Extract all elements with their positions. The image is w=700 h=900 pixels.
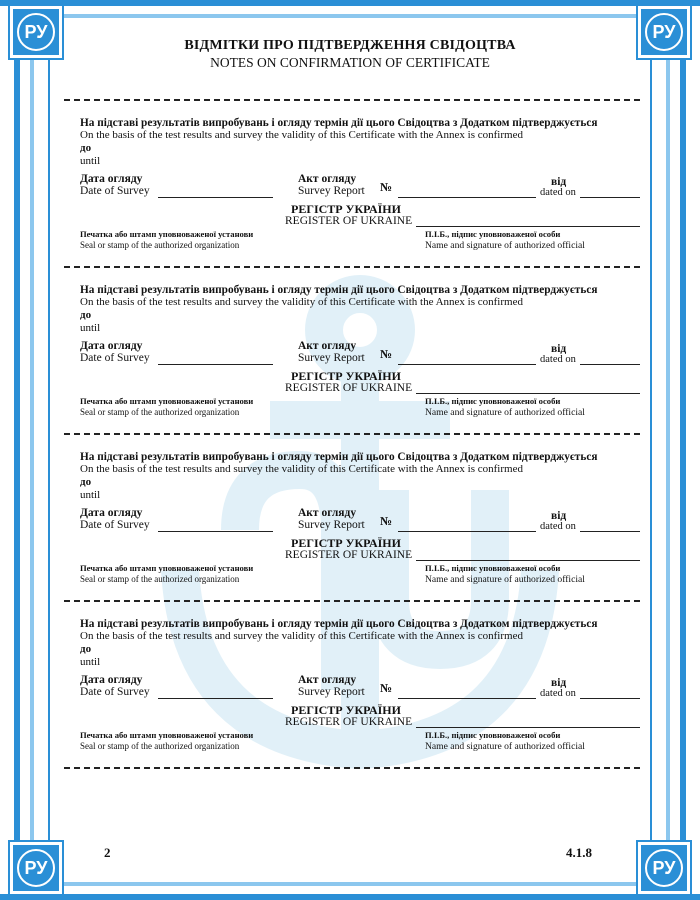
- register-name-ua: РЕГІСТР УКРАЇНИ: [291, 703, 401, 717]
- survey-date-field[interactable]: [158, 197, 273, 198]
- survey-date-label-ua: Дата огляду: [80, 674, 143, 686]
- seal-label-en: Seal or stamp of the authorized organization: [80, 407, 240, 417]
- number-sign: №: [380, 347, 393, 361]
- page-number: 2: [104, 845, 111, 860]
- page-subtitle: NOTES ON CONFIRMATION OF CERTIFICATE: [210, 55, 490, 70]
- seal-label-ua: Печатка або штамп уповноваженої установи: [80, 229, 254, 239]
- register-logo-icon: РУ: [638, 6, 690, 58]
- report-date-field[interactable]: [580, 531, 640, 532]
- frame-bottom-inner: [44, 882, 656, 886]
- report-date-field[interactable]: [580, 197, 640, 198]
- report-number-field[interactable]: [398, 531, 536, 532]
- register-logo-icon: РУ: [10, 6, 62, 58]
- frame-top-inner: [44, 14, 656, 18]
- signature-field[interactable]: [416, 226, 640, 227]
- register-name-en: REGISTER OF UKRAINE: [285, 215, 413, 227]
- divider: [64, 433, 640, 435]
- signature-label-ua: П.І.Б., підпис уповноваженої особи: [425, 396, 561, 406]
- number-sign: №: [380, 514, 393, 528]
- until-label-en: until: [80, 656, 101, 668]
- survey-report-label-ua: Акт огляду: [298, 173, 357, 185]
- seal-label-en: Seal or stamp of the authorized organization: [80, 574, 240, 584]
- register-name-en: REGISTER OF UKRAINE: [285, 549, 413, 561]
- frame-bottom-outer: [0, 894, 700, 900]
- divider: [64, 99, 640, 101]
- signature-label-en: Name and signature of authorized official: [425, 407, 585, 418]
- dated-label-ua: від: [551, 677, 567, 689]
- register-logo-icon: РУ: [638, 842, 690, 894]
- survey-date-label-en: Date of Survey: [80, 519, 150, 531]
- report-number-field[interactable]: [398, 698, 536, 699]
- basis-text-en: On the basis of the test results and survey the validity of this Certificate with the Annex is confirmed: [80, 296, 523, 308]
- report-date-field[interactable]: [580, 364, 640, 365]
- basis-text-en: On the basis of the test results and survey the validity of this Certificate with the Annex is confirmed: [80, 129, 523, 141]
- number-sign: №: [380, 681, 393, 695]
- report-date-field[interactable]: [580, 698, 640, 699]
- basis-text-en: On the basis of the test results and survey the validity of this Certificate with the Annex is confirmed: [80, 630, 523, 642]
- signature-field[interactable]: [416, 727, 640, 728]
- dated-label-en: dated on: [540, 521, 576, 532]
- frame-right-line: [650, 44, 652, 856]
- basis-text-ua: На підставі результатів випробувань і огляду термін дії цього Свідоцтва з Додатком підтверджується: [80, 117, 598, 129]
- seal-label-ua: Печатка або штамп уповноваженої установи: [80, 396, 254, 406]
- confirmation-block: [80, 618, 640, 758]
- signature-label-en: Name and signature of authorized official: [425, 240, 585, 251]
- survey-report-label-en: Survey Report: [298, 352, 365, 364]
- report-number-field[interactable]: [398, 197, 536, 198]
- register-name-en: REGISTER OF UKRAINE: [285, 716, 413, 728]
- dated-label-ua: від: [551, 176, 567, 188]
- seal-label-ua: Печатка або штамп уповноваженої установи: [80, 730, 254, 740]
- frame-left-inner: [30, 44, 34, 856]
- survey-report-label-en: Survey Report: [298, 519, 365, 531]
- frame-right-outer: [680, 0, 686, 900]
- divider: [64, 600, 640, 602]
- frame-left-line: [48, 44, 50, 856]
- signature-field[interactable]: [416, 560, 640, 561]
- survey-date-field[interactable]: [158, 364, 273, 365]
- report-number-field[interactable]: [398, 364, 536, 365]
- confirmation-block: [80, 451, 640, 591]
- number-sign: №: [380, 180, 393, 194]
- frame-right-inner: [666, 44, 670, 856]
- until-label-ua: до: [80, 476, 92, 488]
- signature-field[interactable]: [416, 393, 640, 394]
- until-label-en: until: [80, 322, 101, 334]
- signature-label-en: Name and signature of authorized official: [425, 574, 585, 585]
- until-label-en: until: [80, 489, 101, 501]
- survey-report-label-ua: Акт огляду: [298, 674, 357, 686]
- survey-report-label-en: Survey Report: [298, 185, 365, 197]
- dated-label-ua: від: [551, 343, 567, 355]
- until-label-ua: до: [80, 309, 92, 321]
- register-name-en: REGISTER OF UKRAINE: [285, 382, 413, 394]
- register-name-ua: РЕГІСТР УКРАЇНИ: [291, 369, 401, 383]
- confirmation-block: [80, 284, 640, 424]
- survey-date-label-ua: Дата огляду: [80, 507, 143, 519]
- register-name-ua: РЕГІСТР УКРАЇНИ: [291, 536, 401, 550]
- survey-date-label-ua: Дата огляду: [80, 173, 143, 185]
- dated-label-en: dated on: [540, 354, 576, 365]
- seal-label-ua: Печатка або штамп уповноваженої установи: [80, 563, 254, 573]
- form-code: 4.1.8: [566, 845, 592, 860]
- register-logo-icon: РУ: [10, 842, 62, 894]
- basis-text-ua: На підставі результатів випробувань і огляду термін дії цього Свідоцтва з Додатком підтверджується: [80, 618, 598, 630]
- until-label-en: until: [80, 155, 101, 167]
- signature-label-en: Name and signature of authorized official: [425, 741, 585, 752]
- signature-label-ua: П.І.Б., підпис уповноваженої особи: [425, 730, 561, 740]
- divider: [64, 266, 640, 268]
- seal-label-en: Seal or stamp of the authorized organization: [80, 741, 240, 751]
- survey-date-label-ua: Дата огляду: [80, 340, 143, 352]
- until-label-ua: до: [80, 643, 92, 655]
- survey-report-label-ua: Акт огляду: [298, 340, 357, 352]
- basis-text-en: On the basis of the test results and survey the validity of this Certificate with the Annex is confirmed: [80, 463, 523, 475]
- survey-date-field[interactable]: [158, 531, 273, 532]
- seal-label-en: Seal or stamp of the authorized organization: [80, 240, 240, 250]
- page-title: ВІДМІТКИ ПРО ПІДТВЕРДЖЕННЯ СВІДОЦТВА: [184, 38, 516, 53]
- dated-label-en: dated on: [540, 187, 576, 198]
- survey-date-label-en: Date of Survey: [80, 185, 150, 197]
- signature-label-ua: П.І.Б., підпис уповноваженої особи: [425, 229, 561, 239]
- survey-date-label-en: Date of Survey: [80, 686, 150, 698]
- frame-left-outer: [14, 0, 20, 900]
- frame-top-outer: [0, 0, 700, 6]
- survey-report-label-ua: Акт огляду: [298, 507, 357, 519]
- confirmation-block: [80, 117, 640, 257]
- signature-label-ua: П.І.Б., підпис уповноваженої особи: [425, 563, 561, 573]
- basis-text-ua: На підставі результатів випробувань і огляду термін дії цього Свідоцтва з Додатком підтверджується: [80, 284, 598, 296]
- survey-report-label-en: Survey Report: [298, 686, 365, 698]
- register-name-ua: РЕГІСТР УКРАЇНИ: [291, 202, 401, 216]
- basis-text-ua: На підставі результатів випробувань і огляду термін дії цього Свідоцтва з Додатком підтверджується: [80, 451, 598, 463]
- dated-label-ua: від: [551, 510, 567, 522]
- divider: [64, 767, 640, 769]
- until-label-ua: до: [80, 142, 92, 154]
- dated-label-en: dated on: [540, 688, 576, 699]
- survey-date-label-en: Date of Survey: [80, 352, 150, 364]
- survey-date-field[interactable]: [158, 698, 273, 699]
